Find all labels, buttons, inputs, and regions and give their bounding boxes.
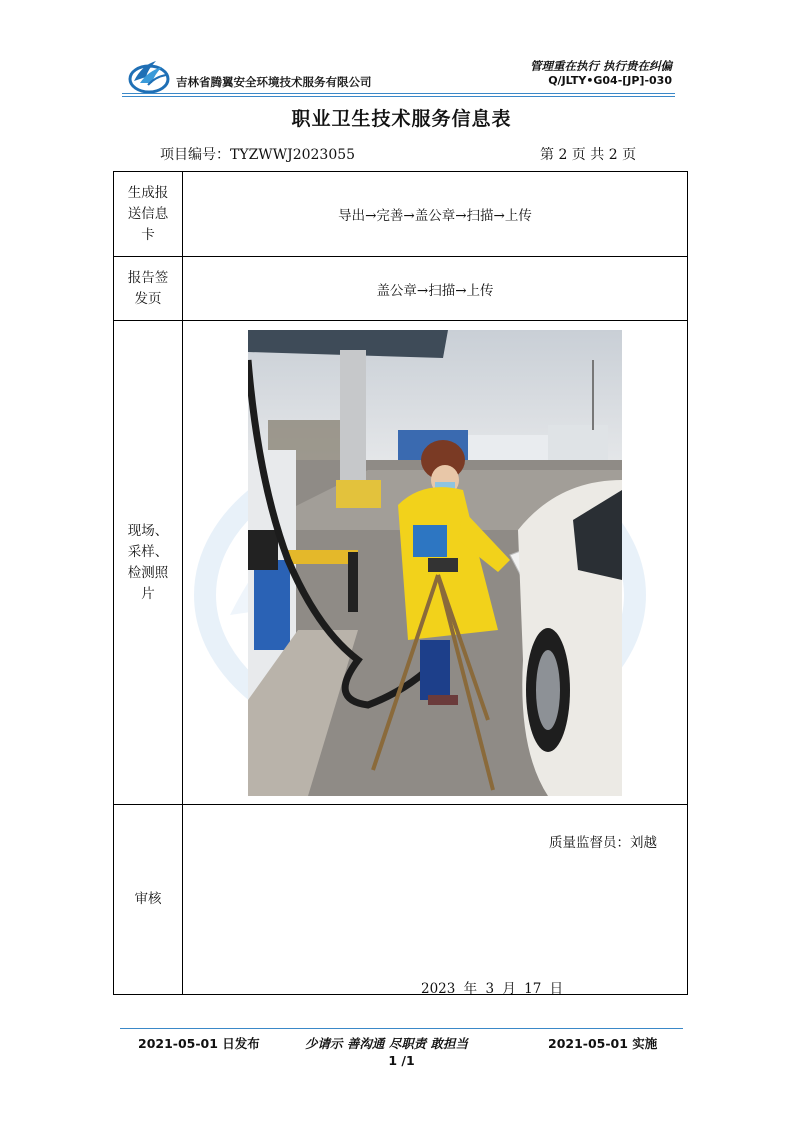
row-content: 导出→完善→盖公章→扫描→上传 — [183, 172, 688, 257]
page-info: 第 2 页 共 2 页 — [540, 147, 637, 163]
review-cell — [183, 805, 688, 995]
row-label: 审核 — [114, 805, 183, 995]
info-table — [113, 171, 688, 995]
row-label: 生成报送信息卡 — [114, 172, 183, 257]
footer-slogan: 少请示 善沟通 尽职责 敢担当 — [305, 1036, 469, 1051]
document-code: Q/JLTY•G04-[JP]-030 — [548, 74, 672, 87]
table-row — [114, 805, 688, 995]
form-title: 职业卫生技术服务信息表 — [291, 108, 512, 130]
page-number: 1 /1 — [388, 1053, 415, 1068]
table-row — [114, 172, 688, 257]
project-number: 项目编号：TYZWWJ2023055 — [160, 147, 356, 163]
gas-station-photo — [248, 330, 622, 796]
effective-date: 2021-05-01 实施 — [548, 1036, 658, 1051]
company-motto: 管理重在执行 执行贵在纠偏 — [529, 59, 672, 73]
site-photo — [248, 330, 622, 796]
photo-cell — [183, 321, 688, 805]
review-date: 2023 年 3 月 17 日 — [421, 981, 564, 997]
table-row — [114, 257, 688, 321]
quality-supervisor: 质量监督员：刘越 — [549, 835, 657, 851]
footer-divider — [120, 1028, 683, 1029]
company-name: 吉林省腾翼安全环境技术服务有限公司 — [176, 75, 372, 89]
row-label: 现场、采样、检测照片 — [114, 321, 183, 805]
header-divider — [122, 93, 675, 94]
company-logo — [128, 55, 170, 95]
row-content: 盖公章→扫描→上传 — [183, 257, 688, 321]
issue-date: 2021-05-01 日发布 — [138, 1036, 260, 1051]
row-label: 报告签发页 — [114, 257, 183, 321]
table-row — [114, 321, 688, 805]
header-divider-2 — [122, 96, 675, 97]
